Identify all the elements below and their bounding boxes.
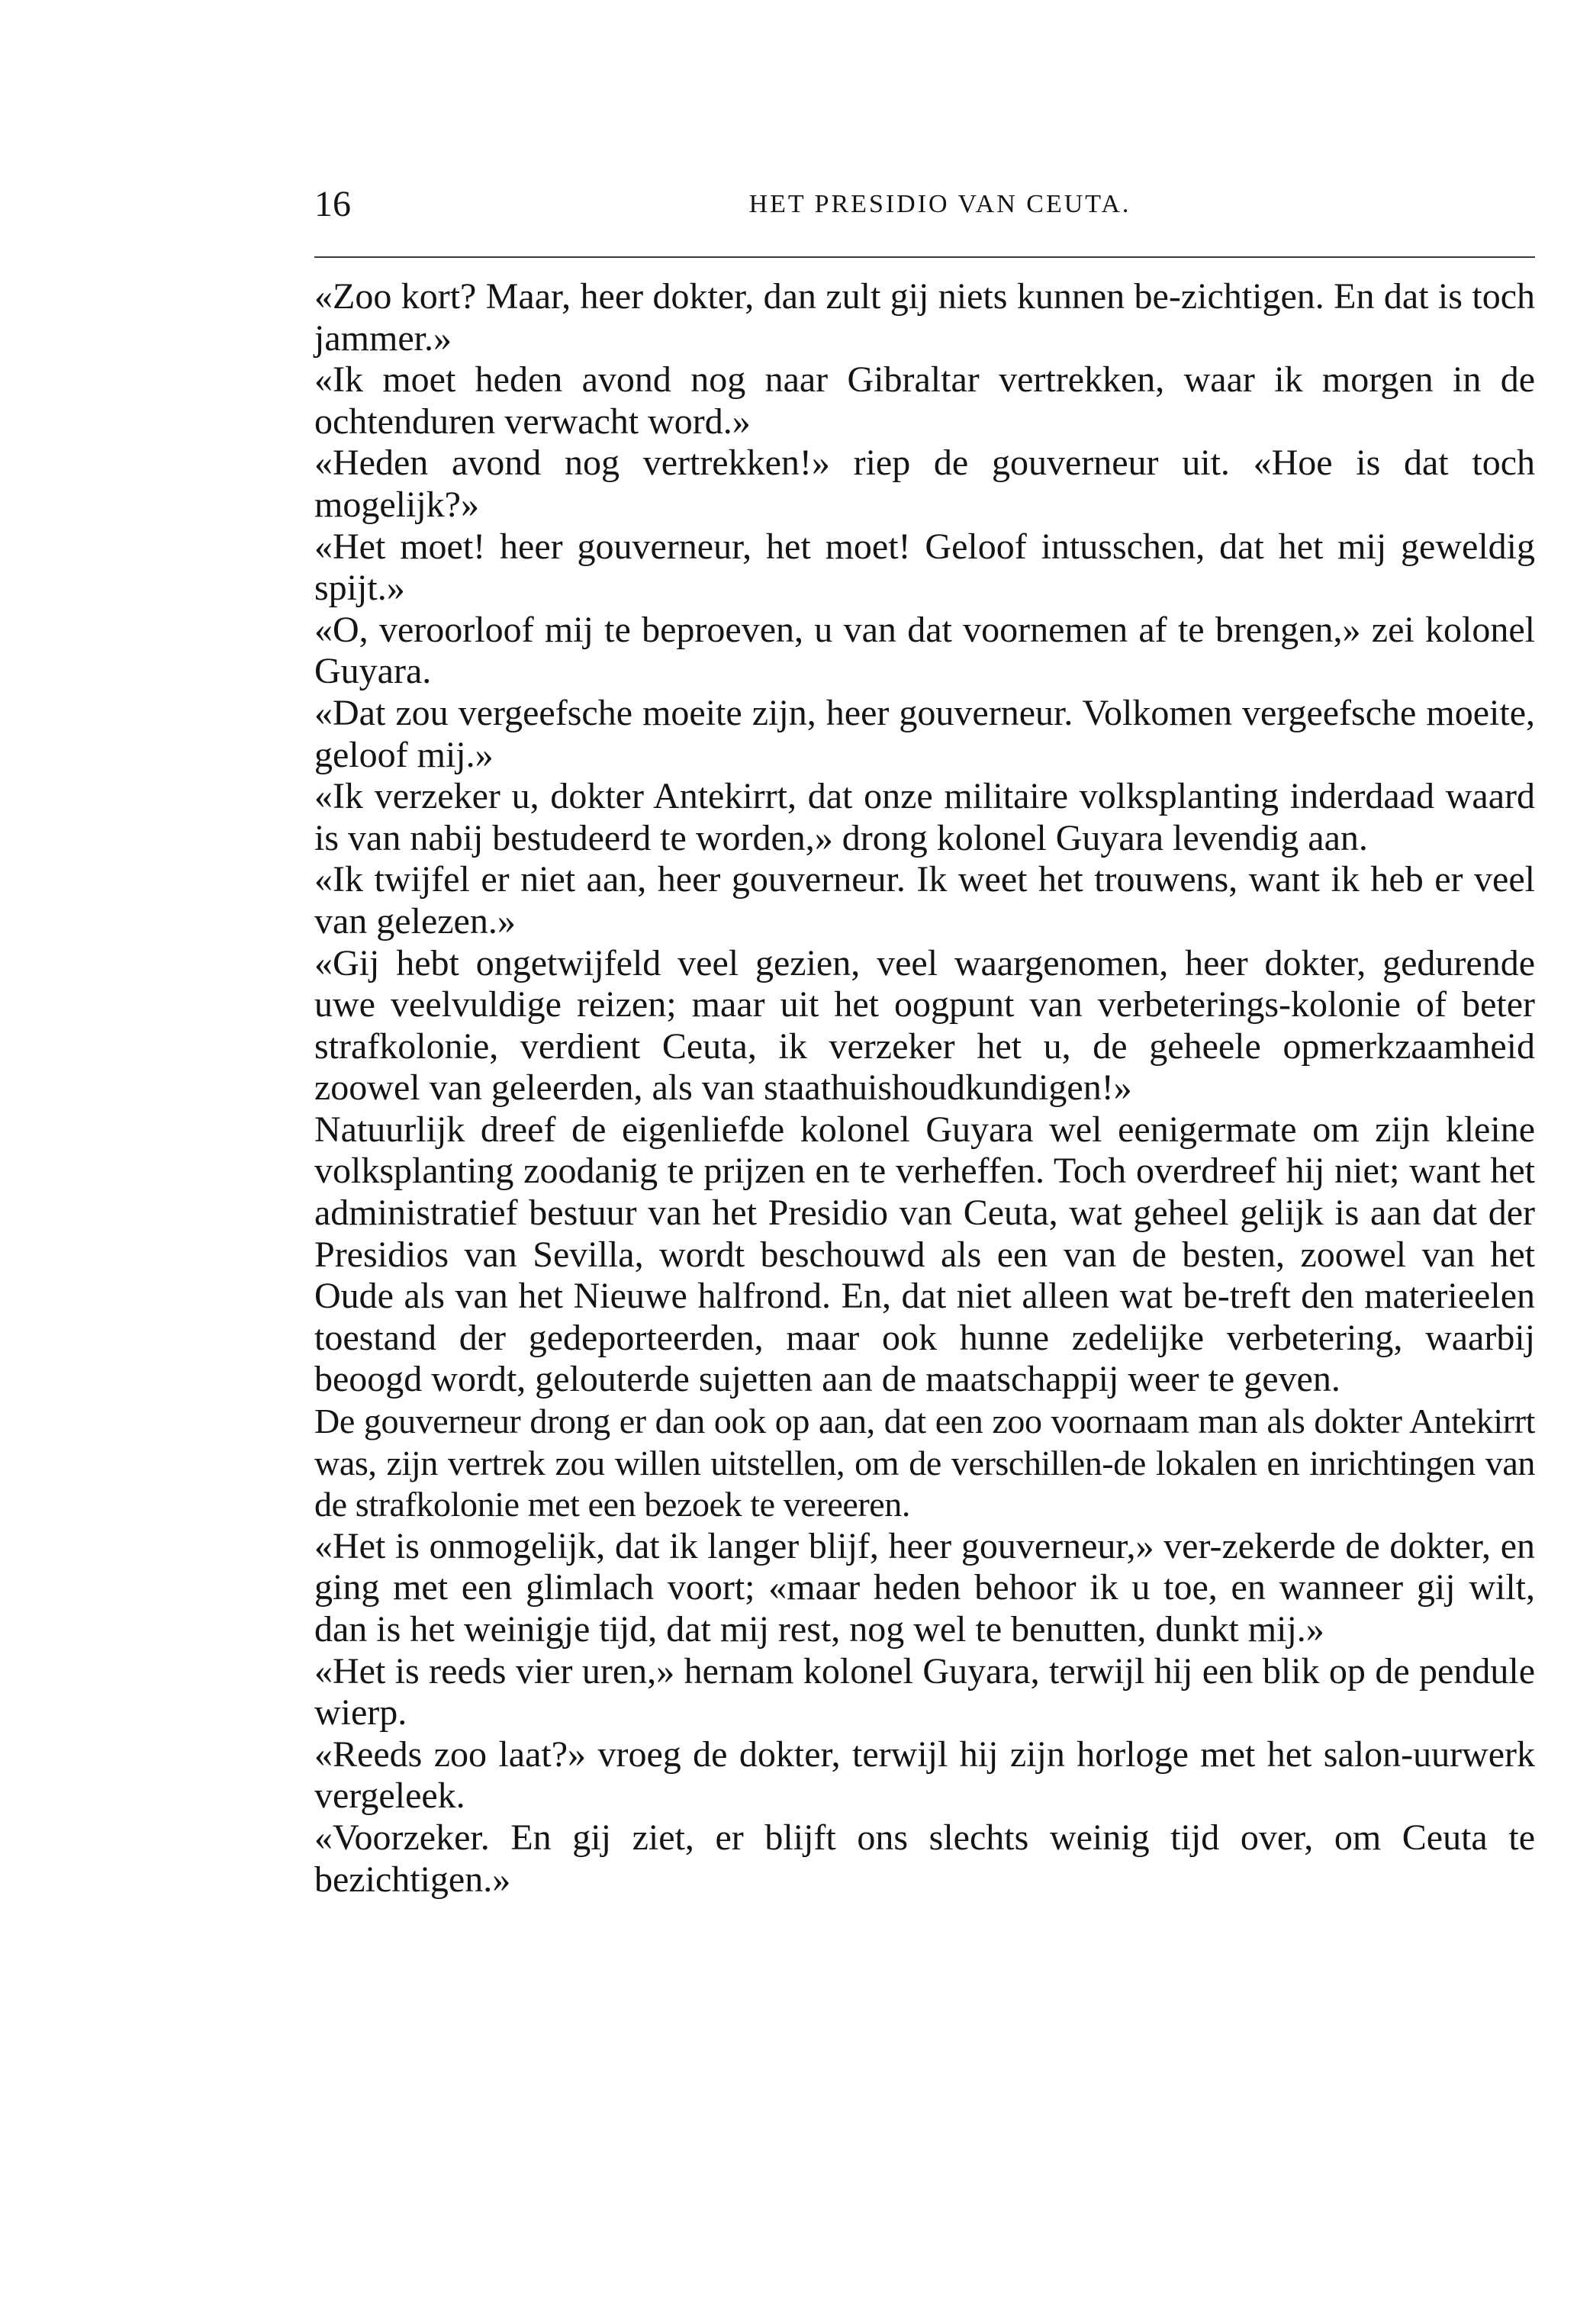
paragraph: «Ik twijfel er niet aan, heer gouverneur. Ik weet het trouwens, want ik heb er veel van gelezen.» [314,859,1535,942]
page-number: 16 [314,184,351,224]
body-text [314,276,1535,1901]
header-rule [314,256,1535,258]
paragraph: «Ik verzeker u, dokter Antekirrt, dat onze militaire volksplanting inderdaad waard is van nabij bestudeerd te worden,» drong kolonel Guyara levendig aan. [314,776,1535,858]
paragraph: «Gij hebt ongetwijfeld veel gezien, veel waargenomen, heer dokter, gedurende uwe veelvuldige reizen; maar uit het oogpunt van verbeterings-kolonie of beter strafkolonie, verdient Ceuta, ik verzeker het u, de geheele opmerkzaamheid zoowel van geleerden, als van staathuishoudkundigen!» [314,942,1535,1109]
paragraph: «Het is onmogelijk, dat ik langer blijf, heer gouverneur,» ver-zekerde de dokter, en ging met een glimlach voort; «maar heden behoor ik u toe, en wanneer gij wilt, dan is het weinigje tijd, dat mij rest, nog wel te benutten, dunkt mij.» [314,1525,1535,1650]
paragraph: «Voorzeker. En gij ziet, er blijft ons slechts weinig tijd over, om Ceuta te bezichtigen.» [314,1817,1535,1900]
paragraph: «Reeds zoo laat?» vroeg de dokter, terwijl hij zijn horloge met het salon-uurwerk vergeleek. [314,1733,1535,1817]
paragraph: «Het moet! heer gouverneur, het moet! Geloof intusschen, dat het mij geweldig spijt.» [314,526,1535,609]
paragraph: «Heden avond nog vertrekken!» riep de gouverneur uit. «Hoe is dat toch mogelijk?» [314,443,1535,525]
paragraph: «Het is reeds vier uren,» hernam kolonel Guyara, terwijl hij een blik op de pendule wierp. [314,1650,1535,1733]
running-header [314,182,1535,227]
paragraph: «Ik moet heden avond nog naar Gibraltar vertrekken, waar ik morgen in de ochtenduren verwacht word.» [314,359,1535,442]
paragraph: «Dat zou vergeefsche moeite zijn, heer gouverneur. Volkomen vergeefsche moeite, geloof mij.» [314,692,1535,775]
running-title: HET PRESIDIO VAN CEUTA. [748,190,1131,218]
paragraph: «O, veroorloof mij te beproeven, u van dat voornemen af te brengen,» zei kolonel Guyara. [314,609,1535,692]
paragraph: «Zoo kort? Maar, heer dokter, dan zult gij niets kunnen be-zichtigen. En dat is toch jammer.» [314,276,1535,359]
paragraph: Natuurlijk dreef de eigenliefde kolonel Guyara wel eenigermate om zijn kleine volksplanting zoodanig te prijzen en te verheffen. Toch overdreef hij niet; want het administratief bestuur van het Presidio van Ceuta, wat geheel gelijk is aan dat der Presidios van Sevilla, wordt beschouwd als een van de besten, zoowel van het Oude als van het Nieuwe halfrond. En, dat niet alleen wat be-treft den materieelen toestand der gedeporteerden, maar ook hunne zedelijke verbetering, waarbij beoogd wordt, gelouterde sujetten aan de maatschappij weer te geven. [314,1109,1535,1400]
paragraph: De gouverneur drong er dan ook op aan, dat een zoo voornaam man als dokter Antekirrt was, zijn vertrek zou willen uitstellen, om de verschillen-de lokalen en inrichtingen van de strafkolonie met een bezoek te vereeren. [314,1402,1535,1524]
